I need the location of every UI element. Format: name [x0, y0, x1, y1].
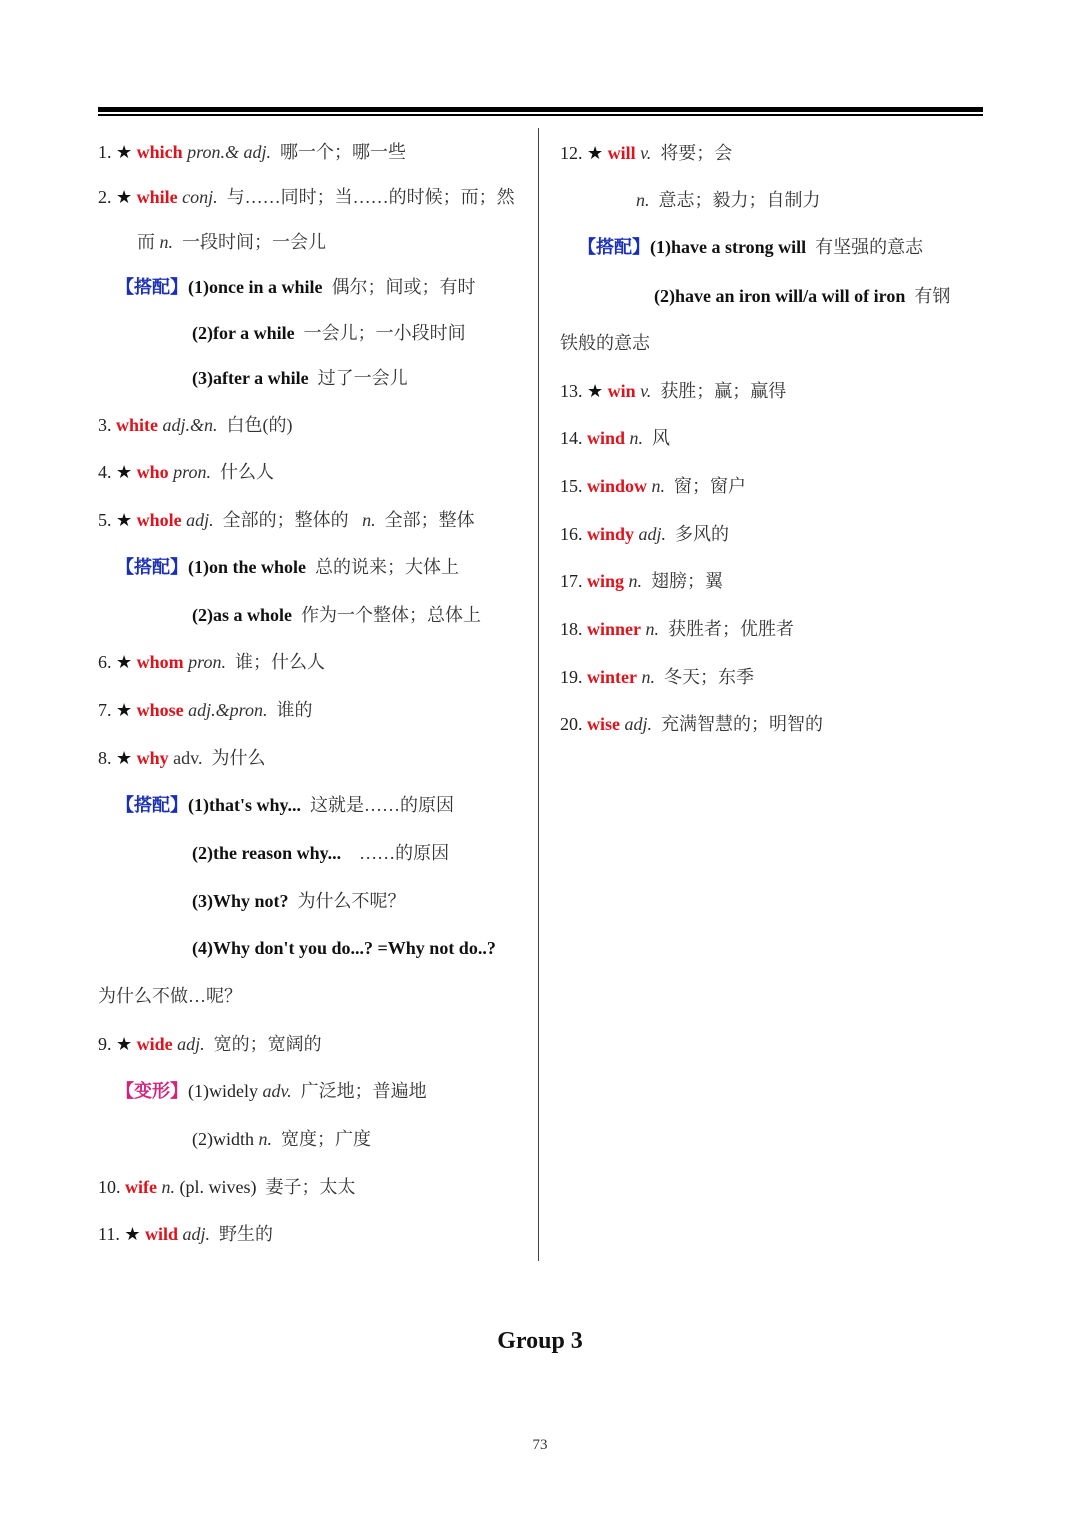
collocation-tag: 【搭配】 — [116, 557, 188, 577]
entry-whole: 5. ★ whole adj. 全部的；整体的 n. 全部；整体 — [98, 510, 475, 530]
collocation-tag: 【搭配】 — [116, 277, 188, 297]
star-icon: ★ — [116, 510, 133, 530]
entry-wide: 9. ★ wide adj. 宽的；宽阔的 — [98, 1034, 322, 1054]
column-divider — [538, 128, 539, 1261]
header-rule-thick — [98, 107, 983, 112]
entry-winner: 18. winner n. 获胜者；优胜者 — [560, 619, 794, 639]
entry-which: 1. ★ which pron.& adj. 哪一个；哪一些 — [98, 142, 406, 162]
star-icon: ★ — [116, 1034, 133, 1054]
collocation-why-2: (2)the reason why... ……的原因 — [192, 843, 450, 863]
star-icon: ★ — [587, 381, 604, 401]
entry-whom: 6. ★ whom pron. 谁；什么人 — [98, 652, 325, 672]
entry-while-cont: 而 n. 一段时间；一会儿 — [137, 232, 326, 252]
entry-windy: 16. windy adj. 多风的 — [560, 524, 730, 544]
entry-whose: 7. ★ whose adj.&pron. 谁的 — [98, 700, 313, 720]
collocation-why-4: (4)Why don't you do...? =Why not do..? — [192, 938, 496, 958]
entry-will: 12. ★ will v. 将要；会 — [560, 143, 733, 163]
entry-wing: 17. wing n. 翅膀；翼 — [560, 571, 724, 591]
entry-win: 13. ★ win v. 获胜；赢；赢得 — [560, 381, 787, 401]
star-icon: ★ — [116, 748, 133, 768]
collocation-whole-2: (2)as a whole 作为一个整体；总体上 — [192, 605, 481, 625]
collocation-will-1: 【搭配】(1)have a strong will 有坚强的意志 — [578, 237, 924, 257]
star-icon: ★ — [116, 462, 133, 482]
collocation-while-1: 【搭配】(1)once in a while 偶尔；间或；有时 — [116, 277, 476, 297]
star-icon: ★ — [124, 1224, 141, 1244]
star-icon: ★ — [587, 143, 604, 163]
star-icon: ★ — [116, 142, 133, 162]
star-icon: ★ — [116, 700, 133, 720]
entry-wise: 20. wise adj. 充满智慧的；明智的 — [560, 714, 824, 734]
header-rule-thin — [98, 114, 983, 116]
entry-will-noun: n. 意志；毅力；自制力 — [636, 190, 821, 210]
collocation-while-2: (2)for a while 一会儿；一小段时间 — [192, 323, 466, 343]
page-number: 73 — [532, 1437, 548, 1453]
collocation-tag: 【搭配】 — [578, 237, 650, 257]
group-title: Group 3 — [497, 1328, 583, 1354]
variant-wide-2: (2)width n. 宽度；广度 — [192, 1129, 371, 1149]
variant-tag: 【变形】 — [116, 1081, 188, 1101]
entry-while: 2. ★ while conj. 与……同时；当……的时候；而；然 — [98, 187, 515, 207]
collocation-whole-1: 【搭配】(1)on the whole 总的说来；大体上 — [116, 557, 459, 577]
entry-white: 3. white adj.&n. 白色(的) — [98, 415, 293, 435]
entry-wind: 14. wind n. 风 — [560, 428, 671, 448]
collocation-will-2-cont: 铁般的意志 — [560, 333, 650, 353]
entry-who: 4. ★ who pron. 什么人 — [98, 462, 274, 482]
entry-wild: 11. ★ wild adj. 野生的 — [98, 1224, 274, 1244]
collocation-why-3: (3)Why not? 为什么不呢？ — [192, 891, 406, 911]
collocation-why-4-cn: 为什么不做…呢？ — [98, 986, 242, 1006]
collocation-while-3: (3)after a while 过了一会儿 — [192, 368, 408, 388]
entry-wife: 10. wife n. (pl. wives) 妻子；太太 — [98, 1177, 356, 1197]
entry-window: 15. window n. 窗；窗户 — [560, 476, 747, 496]
star-icon: ★ — [116, 187, 133, 207]
collocation-will-2: (2)have an iron will/a will of iron 有钢 — [654, 286, 951, 306]
collocation-tag: 【搭配】 — [116, 795, 188, 815]
collocation-why-1: 【搭配】(1)that's why... 这就是……的原因 — [116, 795, 455, 815]
star-icon: ★ — [116, 652, 133, 672]
entry-winter: 19. winter n. 冬天；东季 — [560, 667, 754, 687]
entry-why: 8. ★ why adv. 为什么 — [98, 748, 266, 768]
variant-wide-1: 【变形】(1)widely adv. 广泛地；普遍地 — [116, 1081, 427, 1101]
